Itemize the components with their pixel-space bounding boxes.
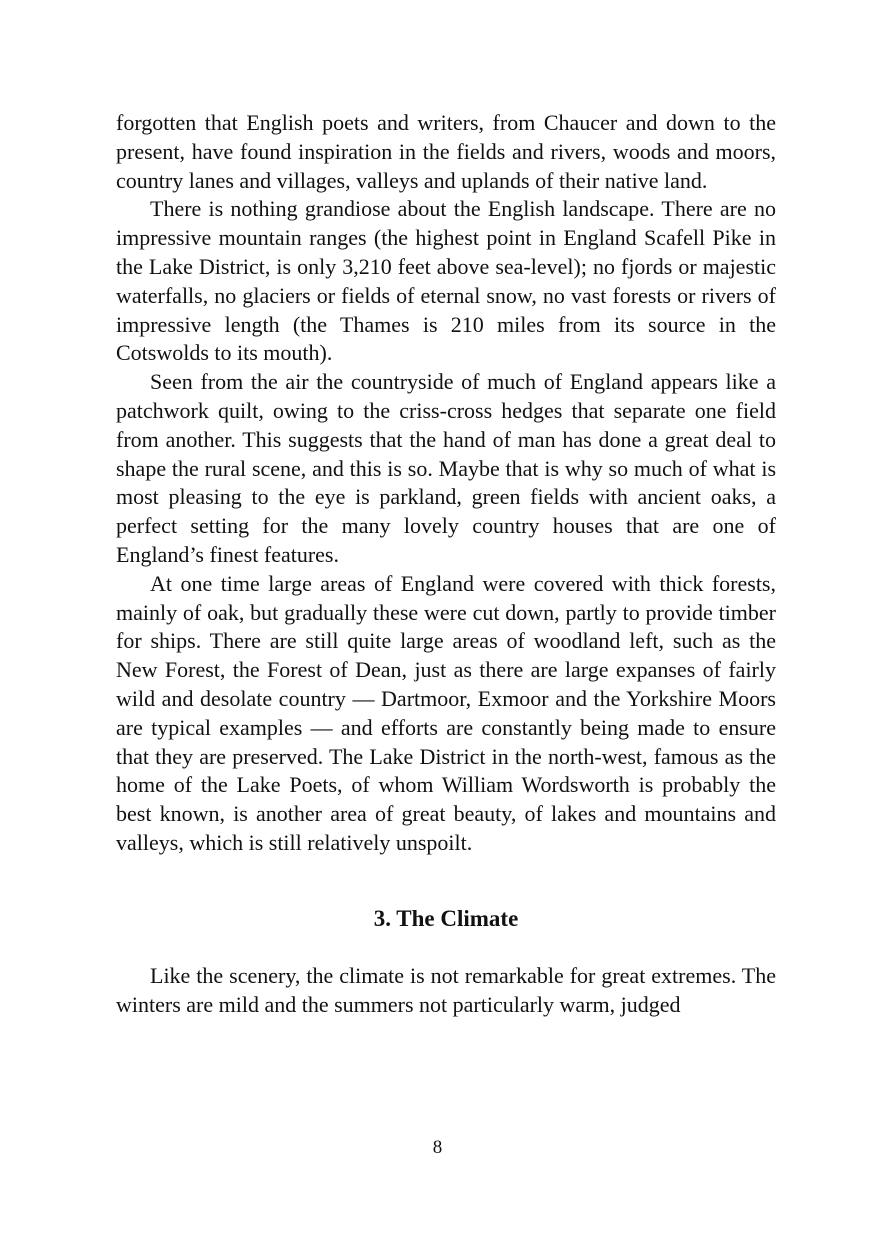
section-heading: 3. The Climate	[373, 905, 519, 931]
paragraph: At one time large areas of England were covered with thick forests, mainly of oak, but gradually these were cut down, partly to provide timber for ships. There are still quite large areas of woodland left, such as the New Forest, the Forest of Dean, just as there are large expanses of fairly wild and desolate country — Dartmoor, Exmoor and the Yorkshire Moors are typical examples — and efforts are constantly being made to ensure that they are preserved. The Lake District in the north-west, famous as the home of the Lake Poets, of whom William Wordsworth is probably the best known, is another area of great beauty, of lakes and mountains and valleys, which is still relatively unspoilt.	[116, 570, 776, 855]
paragraph: There is nothing grandiose about the English landscape. There are no impressive mountain ranges (the highest point in England Scafell Pike in the Lake District, is only 3,210 feet above sea-level); no fjords or majestic waterfalls, no glaciers or fields of eternal snow, no vast forests or rivers of impressive length (the Thames is 210 miles from its source in the Cotswolds to its mouth).	[116, 196, 776, 366]
page-number: 8	[432, 1137, 443, 1158]
paragraph: Like the scenery, the climate is not remarkable for great extremes. The winters are mild and the summers not particularly warm, judged	[116, 962, 776, 1017]
paragraph: forgotten that English poets and writers, from Chaucer and down to the present, have found inspiration in the fields and rivers, woods and moors, country lanes and villages, valleys and uplands of their native land.	[116, 110, 776, 193]
paragraph: Seen from the air the countryside of much of England appears like a patchwork quilt, owing to the criss-cross hedges that separate one field from another. This suggests that the hand of man has done a great deal to shape the rural scene, and this is so. Maybe that is why so much of what is most pleasing to the eye is parkland, green fields with ancient oaks, a perfect setting for the many lovely country houses that are one of England’s finest features.	[116, 369, 776, 567]
document-page	[116, 109, 776, 1019]
